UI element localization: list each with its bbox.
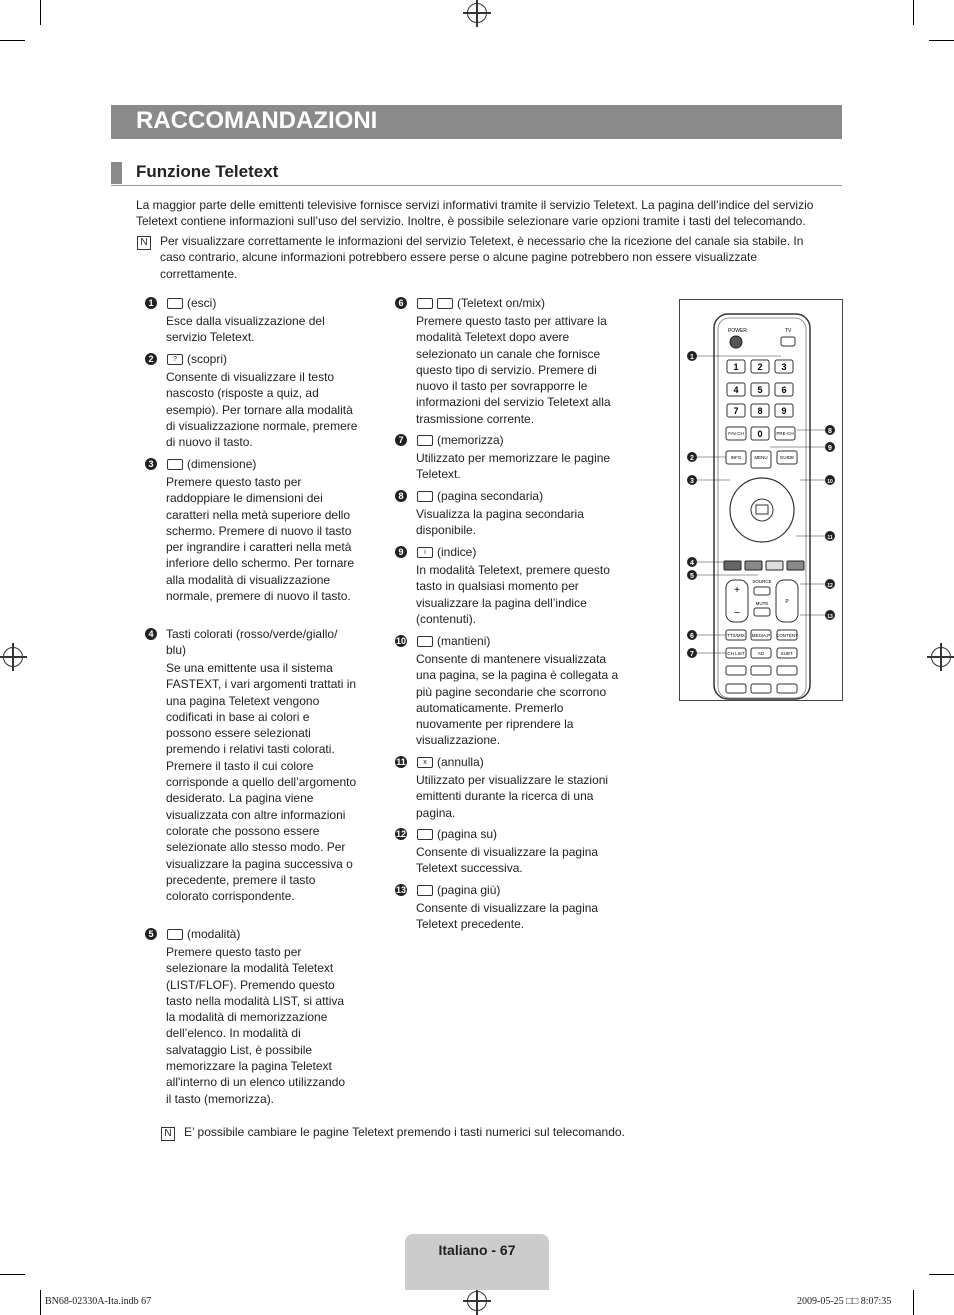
digit-key: 6: [781, 385, 787, 395]
svg-text:−: −: [734, 608, 740, 619]
hold-key-icon: [417, 636, 433, 647]
item-description: Consente di visualizzare la pagina Teletext precedente.: [416, 901, 599, 932]
power-label: POWER: [728, 328, 747, 334]
svg-text:2: 2: [690, 455, 694, 462]
guide-label: GUIDE: [779, 455, 795, 460]
page-up-key-icon: [417, 829, 433, 840]
note-icon: N: [137, 236, 151, 250]
remote-control-drawing: [680, 300, 842, 700]
teletext-key-icon: [417, 298, 433, 309]
digit-key: 2: [757, 362, 763, 372]
svg-text:1: 1: [690, 354, 694, 361]
note-paragraph: Per visualizzare correttamente le informazioni del servizio Teletext, è necessario che la ricezione del canale sia stabile. In caso contrario, alcune informazioni potrebbero essere perse o alcune pagine potrebbero non essere visualizzate correttamente.: [160, 234, 804, 281]
index-key-icon: i: [417, 547, 433, 558]
digit-key: 4: [733, 385, 739, 395]
item-heading: (modalità): [167, 926, 240, 942]
ad-label: AD: [757, 651, 765, 656]
item-description: Se una emittente usa il sistema FASTEXT, i vari argomenti trattati in una pagina Teletext vengono codificati in base ai colori e possono essere selezionati premendo i relativi tasti colorati. Premere il tasto il cui colore corrisponde a quello dell’argomento desiderato. La pagina viene visualizzata con altre informazioni colorate che possono essere selezionate allo stesso modo. Per visualizzare la pagina successiva o precedente, premere il tasto colorato corrispondente.: [166, 661, 357, 904]
intro-paragraph: La maggior parte delle emittenti televisive fornisce servizi informativi tramite il servizio Teletext. La pagina dell’indice del servizio Teletext contiene informazioni sull’uso del servizio. Inoltre, è possibile selezionare varie opzioni tramite i tasti del telecomando.: [136, 198, 814, 229]
item-number: 11: [396, 757, 406, 767]
print-date-info: 2009-05-25 □□ 8:07:35: [797, 1296, 892, 1307]
cancel-key-icon: x: [417, 757, 433, 768]
item-number: 9: [395, 546, 407, 558]
item-description: Consente di visualizzare il testo nascosto (risposte a quiz, ad esempio). Per tornare alla modalità di visualizzazione normale, premere di nuovo il tasto.: [166, 370, 358, 450]
item-description: Esce dalla visualizzazione del servizio Teletext.: [166, 314, 325, 345]
mute-label: MUTE: [755, 601, 769, 606]
item-heading: (esci): [167, 295, 216, 311]
item-heading: (mantieni): [417, 633, 490, 649]
print-file-info: BN68-02330A-Ita.indb 67: [45, 1296, 152, 1307]
media-label: MEDIA.P: [751, 633, 771, 638]
item-heading: Tasti colorati (rosso/verde/giallo/ blu): [166, 627, 338, 658]
item-number: 12: [395, 829, 406, 839]
item-heading: i (indice): [417, 544, 476, 560]
item-heading: x (annulla): [417, 754, 484, 770]
item-number: 2: [145, 353, 157, 365]
bottom-note: E’ possibile cambiare le pagine Teletext premendo i tasti numerici sul telecomando.: [184, 1125, 625, 1139]
item-heading: (memorizza): [417, 432, 504, 448]
digit-key: 9: [781, 406, 787, 416]
digit-key: 0: [757, 429, 763, 439]
item-number: 1: [145, 297, 157, 309]
reveal-key-icon: ?: [167, 354, 183, 365]
svg-text:11: 11: [827, 535, 833, 541]
svg-text:7: 7: [690, 651, 694, 658]
item-number: 8: [395, 490, 407, 502]
svg-text:5: 5: [690, 573, 694, 580]
tv-label: TV: [785, 328, 792, 334]
item-number: 6: [395, 297, 407, 309]
svg-text:13: 13: [827, 614, 833, 620]
item-number: 13: [395, 885, 406, 895]
item-description: In modalità Teletext, premere questo tasto in qualsiasi momento per visualizzare la pagina dell’indice (contenuti).: [416, 563, 610, 626]
item-heading: (pagina su): [417, 826, 497, 842]
subt-label: SUBT.: [780, 651, 794, 656]
registration-mark-bottom: [467, 1291, 487, 1311]
digit-key: 8: [757, 406, 763, 416]
item-heading: (dimensione): [167, 456, 256, 472]
menu-label: MENU: [754, 455, 768, 460]
item-description: Premere questo tasto per selezionare la modalità Teletext (LIST/FLOF). Premendo questo tasto nella modalità LIST, si attiva la modalità di memorizzazione dell’elenco. In modalità di salvataggio List, è possibile memorizzare la pagina Teletext all'interno di un elenco utilizzando il tasto (memorizza).: [166, 945, 346, 1106]
item-number: 3: [145, 458, 157, 470]
item-description: Visualizza la pagina secondaria disponibile.: [416, 507, 584, 538]
page-down-key-icon: [417, 885, 433, 896]
item-description: Consente di visualizzare la pagina Teletext successiva.: [416, 845, 599, 876]
svg-text:6: 6: [690, 633, 694, 640]
item-description: Premere questo tasto per raddoppiare le dimensioni dei caratteri nella metà superiore dello schermo. Premere di nuovo il tasto per ingrandire i caratteri nella metà inferiore dello schermo. Per tornare alla modalità di visualizzazione normale, premere di nuovo il tasto.: [166, 475, 355, 604]
p-label: P: [785, 599, 789, 605]
item-heading: (pagina giù): [417, 882, 500, 898]
item-description: Consente di mantenere visualizzata una pagina, se la pagina è collegata a più pagine secondarie che scorrono automaticamente. Premerlo nuovamente per riprendere la visualizzazione.: [416, 652, 619, 748]
exit-key-icon: [167, 298, 183, 309]
prech-label: PRE-CH: [776, 431, 794, 436]
item-heading: (Teletext on/mix): [417, 295, 545, 311]
page-title: RACCOMANDAZIONI: [136, 107, 378, 134]
size-key-icon: [167, 459, 183, 470]
digit-key: 1: [733, 362, 739, 372]
svg-text:8: 8: [828, 428, 832, 435]
item-heading: (pagina secondaria): [417, 488, 543, 504]
fav-label: FAV.CH: [728, 431, 744, 436]
section-divider: [111, 185, 842, 186]
svg-text:12: 12: [827, 583, 833, 589]
registration-mark-top: [467, 3, 487, 23]
content-label: CONTENT: [776, 633, 798, 638]
registration-mark-left: [3, 647, 23, 667]
svg-text:3: 3: [690, 478, 694, 485]
chlist-label: CH LIST: [727, 651, 745, 656]
item-heading: ? (scopri): [167, 351, 227, 367]
store-key-icon: [417, 435, 433, 446]
section-marker: [111, 162, 122, 184]
svg-text:9: 9: [828, 445, 832, 452]
svg-text:10: 10: [827, 479, 833, 485]
subpage-key-icon: [417, 491, 433, 502]
note-icon: N: [161, 1127, 175, 1141]
info-label: INFO: [730, 455, 742, 460]
item-description: Utilizzato per memorizzare le pagine Teletext.: [416, 451, 611, 482]
item-number: 4: [145, 628, 157, 640]
ttx-label: TTX/MIX: [727, 633, 745, 638]
item-description: Utilizzato per visualizzare le stazioni emittenti durante la ricerca di una pagina.: [416, 773, 609, 820]
source-label: SOURCE: [752, 579, 772, 584]
item-number: 5: [145, 928, 157, 940]
mode-key-icon: [167, 929, 183, 940]
section-title: Funzione Teletext: [136, 162, 279, 181]
svg-text:4: 4: [690, 560, 694, 567]
page-number: Italiano - 67: [438, 1242, 516, 1258]
item-number: 7: [395, 434, 407, 446]
digit-key: 7: [733, 406, 739, 416]
digit-key: 3: [781, 362, 787, 372]
registration-mark-right: [931, 647, 951, 667]
digit-key: 5: [757, 385, 763, 395]
mix-key-icon: [437, 298, 453, 309]
remote-illustration: [679, 299, 843, 701]
item-description: Premere questo tasto per attivare la modalità Teletext dopo avere selezionato un canale che fornisce questo tipo di servizio. Premere di nuovo il tasto per sovrapporre le informazioni del servizio Teletext alla trasmissione corrente.: [416, 314, 611, 426]
svg-text:+: +: [734, 585, 740, 596]
item-number: 10: [395, 636, 406, 646]
